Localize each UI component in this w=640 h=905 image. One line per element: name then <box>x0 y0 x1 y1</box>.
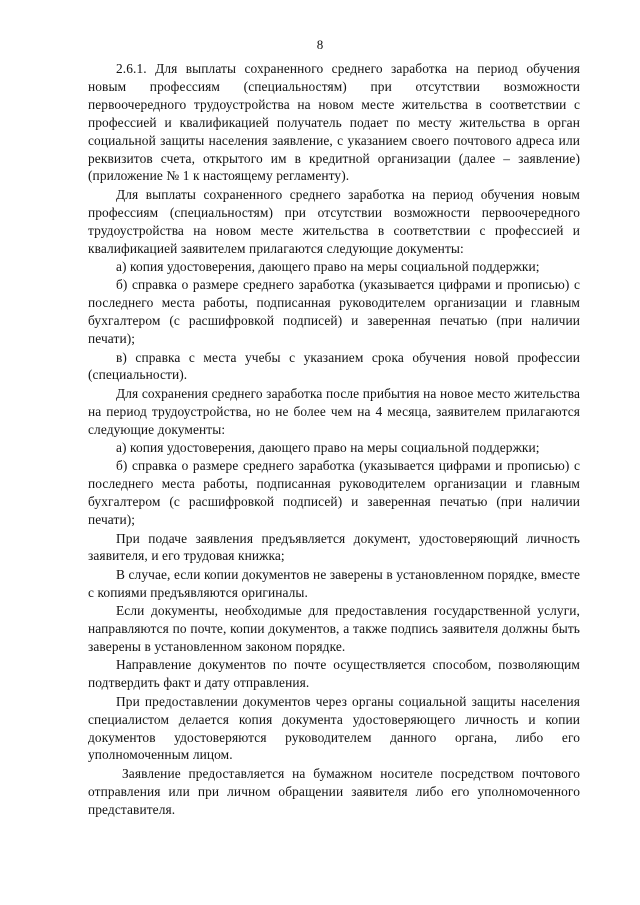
list-item-v-study-certificate: в) справка с места учебы с указанием срока обучения новой профессии (специальности). <box>88 349 580 383</box>
paragraph-postal-documents: Если документы, необходимые для предоставления государственной услуги, направляются по почте, копии документов, а также подпись заявителя должны быть заверены в установленном законом порядке. <box>88 603 580 654</box>
list-item-b-salary-certificate: б) справка о размере среднего заработка (указывается цифрами и прописью) с последнего места работы, подписанная руководителем организации и главным бухгалтером (с расшифровкой подписей) и заверенная печатью (при наличии печати); <box>88 277 580 347</box>
paragraph-postal-confirmation: Направление документов по почте осуществляется способом, позволяющим подтвердить факт и дату отправления. <box>88 657 580 691</box>
paragraph-2-6-1: 2.6.1. Для выплаты сохраненного среднего заработка на период обучения новым профессиям (специальностям) при отсутствии возможности первоочередного трудоустройства на новом месте жительства в соответствии с профессией и квалификацией получатель подает по месту жительства в орган социальной защиты населения заявление, с указанием своего почтового адреса или реквизитов счета, открытого им в кредитной организации (далее – заявление) (приложение № 1 к настоящему регламенту). <box>88 61 580 184</box>
paragraph-social-protection-copies: При предоставлении документов через органы социальной защиты населения специалистом делается копия документа удостоверяющего личность и копии документов удостоверяются руководителем данного органа, либо его уполномоченным лицом. <box>88 693 580 763</box>
list-item-a-certificate-copy: а) копия удостоверения, дающего право на меры социальной поддержки; <box>116 258 540 274</box>
paragraph-uncertified-copies: В случае, если копии документов не заверены в установленном порядке, вместе с копиями предъявляются оригиналы. <box>88 566 580 600</box>
list-item-a-certificate-copy-2: а) копия удостоверения, дающего право на меры социальной поддержки; <box>116 440 540 456</box>
paragraph-training-documents-intro: Для выплаты сохраненного среднего заработка на период обучения новым профессиям (специальностям) при отсутствии возможности первоочередного трудоустройства на новом месте жительства в соответствии с профессией и квалификацией заявителем прилагаются следующие документы: <box>88 186 580 256</box>
paragraph-application-submission: Заявление предоставляется на бумажном носителе посредством почтового отправления или при личном обращении заявителя либо его уполномоченного представителя. <box>88 765 580 817</box>
paragraph-employment-period-intro: Для сохранения среднего заработка после прибытия на новое место жительства на период трудоустройства, но не более чем на 4 месяца, заявителем прилагаются следующие документы: <box>88 385 580 437</box>
page-number: 8 <box>316 37 324 52</box>
document-body <box>88 60 580 819</box>
list-item-b-salary-certificate-2: б) справка о размере среднего заработка (указывается цифрами и прописью) с последнего места работы, подписанная руководителем организации и главным бухгалтером (с расшифровкой подписей) и заверенная печатью (при наличии печати); <box>88 458 580 528</box>
paragraph-identity-document: При подаче заявления предъявляется документ, удостоверяющий личность заявителя, и его трудовая книжка; <box>88 530 580 564</box>
